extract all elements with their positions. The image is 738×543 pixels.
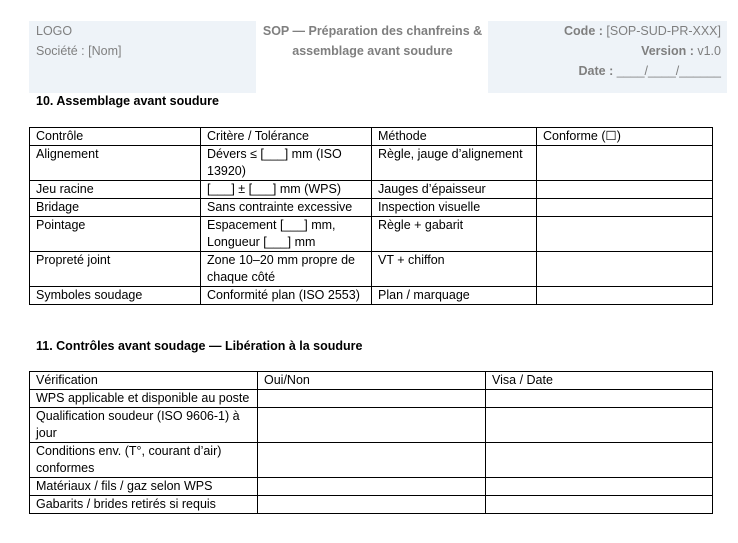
cell-verification: WPS applicable et disponible au poste — [30, 390, 258, 408]
code-value: [SOP-SUD-PR-XXX] — [606, 24, 721, 38]
document-title — [262, 21, 483, 61]
cell-visa-date[interactable] — [486, 496, 713, 514]
version-label: Version : — [641, 44, 694, 58]
table-row — [30, 390, 713, 408]
header-cell-verification: Vérification — [30, 372, 258, 390]
cell-critere: Sans contrainte excessive — [201, 199, 372, 217]
table-row — [30, 443, 713, 478]
cell-conforme[interactable] — [537, 199, 713, 217]
header-cell-critere: Critère / Tolérance — [201, 128, 372, 146]
cell-visa-date[interactable] — [486, 478, 713, 496]
date-value: ____/____/______ — [616, 64, 721, 78]
cell-critere: Zone 10–20 mm propre de chaque côté — [201, 252, 372, 287]
table-row — [30, 287, 713, 305]
code-line — [488, 21, 721, 41]
code-label: Code : — [564, 24, 603, 38]
table-header-row — [30, 372, 713, 390]
header-cell-conforme: Conforme (☐) — [537, 128, 713, 146]
cell-critere: [___] ± [___] mm (WPS) — [201, 181, 372, 199]
cell-oui-non[interactable] — [258, 408, 486, 443]
section10-title: 10. Assemblage avant soudure — [36, 94, 219, 108]
cell-oui-non[interactable] — [258, 390, 486, 408]
cell-methode: VT + chiffon — [372, 252, 537, 287]
table-row — [30, 408, 713, 443]
cell-oui-non[interactable] — [258, 443, 486, 478]
cell-methode: Jauges d’épaisseur — [372, 181, 537, 199]
version-value: v1.0 — [697, 44, 721, 58]
header-left-box — [29, 21, 256, 93]
company-name: Société : [Nom] — [36, 44, 122, 58]
cell-controle: Propreté joint — [30, 252, 201, 287]
cell-controle: Symboles soudage — [30, 287, 201, 305]
section11-title: 11. Contrôles avant soudage — Libération à la soudure — [36, 339, 363, 353]
date-label: Date : — [578, 64, 614, 78]
cell-methode: Plan / marquage — [372, 287, 537, 305]
cell-visa-date[interactable] — [486, 390, 713, 408]
cell-methode: Règle + gabarit — [372, 217, 537, 252]
cell-verification: Qualification soudeur (ISO 9606-1) à jour — [30, 408, 258, 443]
cell-verification: Gabarits / brides retirés si requis — [30, 496, 258, 514]
cell-controle: Jeu racine — [30, 181, 201, 199]
cell-oui-non[interactable] — [258, 496, 486, 514]
table-row — [30, 199, 713, 217]
cell-controle: Pointage — [30, 217, 201, 252]
cell-critere: Conformité plan (ISO 2553) — [201, 287, 372, 305]
table-header-row — [30, 128, 713, 146]
document-title-line1: SOP — Préparation des chanfreins & — [262, 24, 483, 38]
cell-conforme[interactable] — [537, 252, 713, 287]
cell-visa-date[interactable] — [486, 408, 713, 443]
date-line — [488, 61, 721, 81]
cell-controle: Bridage — [30, 199, 201, 217]
cell-conforme[interactable] — [537, 217, 713, 252]
table-row — [30, 146, 713, 181]
table-row — [30, 478, 713, 496]
cell-controle: Alignement — [30, 146, 201, 181]
cell-critere: Espacement [___] mm, Longueur [___] mm — [201, 217, 372, 252]
cell-verification: Conditions env. (T°, courant d’air) conformes — [30, 443, 258, 478]
cell-visa-date[interactable] — [486, 443, 713, 478]
cell-verification: Matériaux / fils / gaz selon WPS — [30, 478, 258, 496]
header-cell-controle: Contrôle — [30, 128, 201, 146]
logo-placeholder: LOGO — [36, 24, 73, 38]
header-cell-visa-date: Visa / Date — [486, 372, 713, 390]
header-cell-oui-non: Oui/Non — [258, 372, 486, 390]
table-row — [30, 217, 713, 252]
header-cell-methode: Méthode — [372, 128, 537, 146]
document-title-line2: assemblage avant soudure — [292, 44, 453, 58]
header-right-box — [488, 21, 727, 93]
table-row — [30, 181, 713, 199]
cell-conforme[interactable] — [537, 181, 713, 199]
cell-conforme[interactable] — [537, 146, 713, 181]
cell-methode: Règle, jauge d’alignement — [372, 146, 537, 181]
assembly-table — [29, 127, 713, 305]
table-row — [30, 496, 713, 514]
cell-oui-non[interactable] — [258, 478, 486, 496]
cell-methode: Inspection visuelle — [372, 199, 537, 217]
cell-conforme[interactable] — [537, 287, 713, 305]
version-line — [488, 41, 721, 61]
cell-critere: Dévers ≤ [___] mm (ISO 13920) — [201, 146, 372, 181]
pre-weld-check-table — [29, 371, 713, 514]
table-row — [30, 252, 713, 287]
